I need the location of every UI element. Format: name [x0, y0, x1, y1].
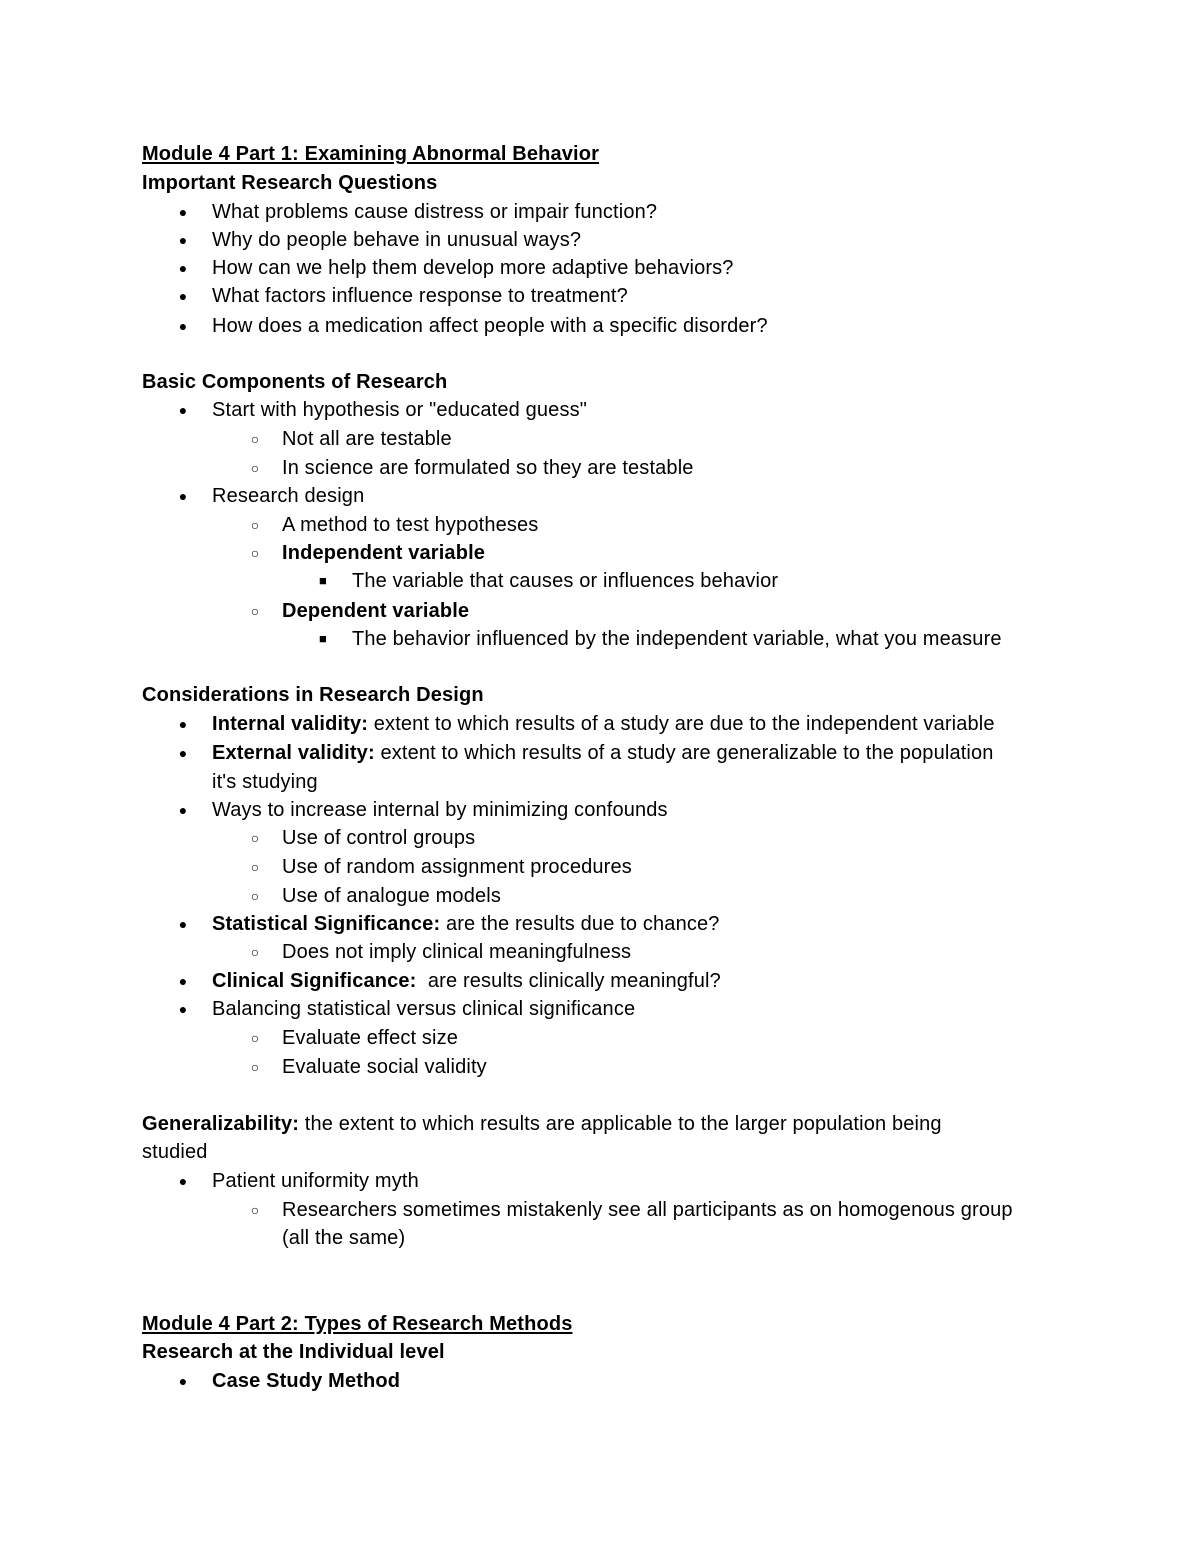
list-item-text: (all the same)	[282, 1227, 406, 1249]
filled-bullet-icon: ●	[178, 402, 188, 418]
list-item-text: Use of random assignment procedures	[282, 856, 632, 878]
hollow-bullet-icon: ○	[250, 460, 260, 476]
list-item-text: Not all are testable	[282, 428, 452, 450]
term-definition: are results clinically meaningful?	[416, 970, 721, 992]
term-label: Statistical Significance:	[212, 913, 441, 935]
part2-title: Module 4 Part 2: Types of Research Methods	[142, 1313, 573, 1335]
filled-bullet-icon: ●	[178, 232, 188, 248]
filled-bullet-icon: ●	[178, 802, 188, 818]
list-item-text: Research design	[212, 485, 365, 507]
list-item-text	[212, 710, 995, 738]
term-definition: the extent to which results are applicable to the larger population being	[299, 1113, 942, 1135]
filled-bullet-icon: ●	[178, 916, 188, 932]
list-item-text: In science are formulated so they are testable	[282, 457, 694, 479]
filled-bullet-icon: ●	[178, 288, 188, 304]
list-item-text: How can we help them develop more adaptive behaviors?	[212, 257, 734, 279]
list-item-text: What factors influence response to treatment?	[212, 285, 628, 307]
generalizability-text-cont: studied	[142, 1141, 208, 1163]
term-label: Generalizability:	[142, 1113, 300, 1135]
hollow-bullet-icon: ○	[250, 1202, 260, 1218]
hollow-bullet-icon: ○	[250, 1059, 260, 1075]
filled-bullet-icon: ●	[178, 973, 188, 989]
list-item-text: Balancing statistical versus clinical significance	[212, 998, 636, 1020]
hollow-bullet-icon: ○	[250, 545, 260, 561]
term-label: Clinical Significance:	[212, 970, 417, 992]
square-bullet-icon: ■	[318, 631, 327, 646]
hollow-bullet-icon: ○	[250, 830, 260, 846]
square-bullet-icon: ■	[318, 573, 327, 588]
list-item-text: Evaluate social validity	[282, 1056, 487, 1078]
filled-bullet-icon: ●	[178, 1001, 188, 1017]
list-item-text: Dependent variable	[282, 600, 470, 622]
term-definition: extent to which results of a study are generalizable to the population	[374, 742, 994, 764]
hollow-bullet-icon: ○	[250, 431, 260, 447]
list-item-text	[212, 739, 994, 767]
list-item-text: Use of analogue models	[282, 885, 501, 907]
filled-bullet-icon: ●	[178, 204, 188, 220]
term-label: External validity:	[212, 742, 375, 764]
list-item-text: How does a medication affect people with a specific disorder?	[212, 315, 768, 337]
list-item-text: What problems cause distress or impair function?	[212, 201, 658, 223]
filled-bullet-icon: ●	[178, 1373, 188, 1389]
list-item-text: A method to test hypotheses	[282, 514, 539, 536]
list-item-text: Researchers sometimes mistakenly see all participants as on homogenous group	[282, 1199, 1013, 1221]
filled-bullet-icon: ●	[178, 488, 188, 504]
term-definition: are the results due to chance?	[440, 913, 720, 935]
considerations-heading: Considerations in Research Design	[142, 684, 484, 706]
list-item-text: The behavior influenced by the independent variable, what you measure	[352, 628, 1002, 650]
list-item-text: Use of control groups	[282, 827, 476, 849]
hollow-bullet-icon: ○	[250, 944, 260, 960]
list-item-text: it's studying	[212, 771, 318, 793]
list-item-text: Start with hypothesis or "educated guess"	[212, 399, 587, 421]
list-item-text: Why do people behave in unusual ways?	[212, 229, 582, 251]
hollow-bullet-icon: ○	[250, 859, 260, 875]
list-item-text: Patient uniformity myth	[212, 1170, 419, 1192]
hollow-bullet-icon: ○	[250, 517, 260, 533]
filled-bullet-icon: ●	[178, 745, 188, 761]
hollow-bullet-icon: ○	[250, 1030, 260, 1046]
generalizability-text	[142, 1110, 942, 1138]
hollow-bullet-icon: ○	[250, 888, 260, 904]
filled-bullet-icon: ●	[178, 318, 188, 334]
filled-bullet-icon: ●	[178, 260, 188, 276]
filled-bullet-icon: ●	[178, 1173, 188, 1189]
list-item-text: Does not imply clinical meaningfulness	[282, 941, 632, 963]
components-heading: Basic Components of Research	[142, 371, 448, 393]
questions-heading: Important Research Questions	[142, 172, 438, 194]
list-item-text: Ways to increase internal by minimizing confounds	[212, 799, 668, 821]
list-item-text	[212, 910, 720, 938]
list-item-text: Case Study Method	[212, 1370, 401, 1392]
term-label: Internal validity:	[212, 713, 369, 735]
list-item-text: Evaluate effect size	[282, 1027, 459, 1049]
term-definition: extent to which results of a study are due to the independent variable	[368, 713, 995, 735]
list-item-text	[212, 967, 721, 995]
list-item-text: The variable that causes or influences behavior	[352, 570, 779, 592]
list-item-text: Independent variable	[282, 542, 486, 564]
part2-heading: Research at the Individual level	[142, 1341, 445, 1363]
hollow-bullet-icon: ○	[250, 603, 260, 619]
part1-title: Module 4 Part 1: Examining Abnormal Behavior	[142, 143, 600, 165]
filled-bullet-icon: ●	[178, 716, 188, 732]
